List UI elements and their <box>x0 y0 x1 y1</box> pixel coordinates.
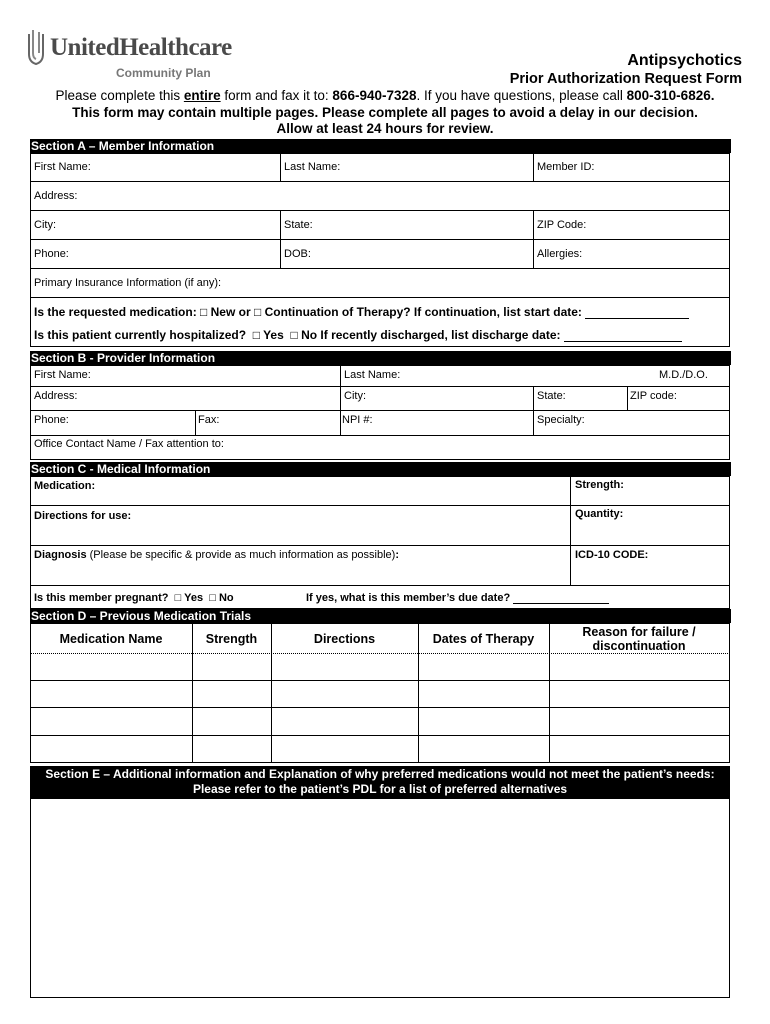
provider-city-field[interactable]: City: <box>344 390 366 402</box>
member-last-name-field[interactable]: Last Name: <box>284 161 341 173</box>
member-id-field[interactable]: Member ID: <box>537 161 595 173</box>
member-first-name-field[interactable]: First Name: <box>34 161 91 173</box>
quantity-field[interactable]: Quantity: <box>575 508 624 520</box>
due-date-question: If yes, what is this member’s due date? <box>306 592 609 604</box>
provider-specialty-field[interactable]: Specialty: <box>537 414 585 426</box>
primary-insurance-field[interactable]: Primary Insurance Information (if any): <box>34 277 222 289</box>
col-dates-of-therapy: Dates of Therapy <box>432 632 535 646</box>
col-reason-for-failure: Reason for failure / discontinuation <box>582 625 696 653</box>
directions-field[interactable]: Directions for use: <box>34 510 132 522</box>
member-dob-field[interactable]: DOB: <box>284 248 311 260</box>
section-b-header: Section B - Provider Information <box>30 351 731 365</box>
discharge-date-blank[interactable] <box>564 341 682 342</box>
hospitalized-yes-checkbox[interactable]: □ <box>252 328 260 342</box>
unitedhealthcare-logo-icon <box>26 28 46 66</box>
pregnant-no-checkbox[interactable]: □ <box>209 592 216 604</box>
diagnosis-field[interactable]: Diagnosis (Please be specific & provide as much information as possible): <box>34 549 400 561</box>
provider-last-name-field[interactable]: Last Name: <box>344 369 401 381</box>
table-row[interactable] <box>31 681 729 707</box>
form-subtitle: Prior Authorization Request Form <box>509 71 742 87</box>
medication-field[interactable]: Medication: <box>34 480 96 492</box>
member-address-field[interactable]: Address: <box>34 190 78 202</box>
hospitalized-question: Is this patient currently hospitalized? □ Yes □ No If recently discharged, list discharge date: <box>34 328 682 342</box>
provider-address-field[interactable]: Address: <box>34 390 78 402</box>
provider-zip-field[interactable]: ZIP code: <box>630 390 677 402</box>
brand-name: UnitedHealthcare <box>50 34 232 61</box>
member-city-field[interactable]: City: <box>34 219 56 231</box>
table-row[interactable] <box>31 736 729 762</box>
section-e-header: Section E – Additional information and Explanation of why preferred medications would not meet the patient’s needs: Please refer to the patient’s PDL for a list of preferred alternatives <box>30 766 730 798</box>
additional-information-area[interactable] <box>30 798 730 998</box>
strength-field[interactable]: Strength: <box>575 479 624 491</box>
start-date-blank[interactable] <box>585 318 689 319</box>
due-date-blank[interactable] <box>513 603 609 604</box>
col-medication-name: Medication Name <box>59 632 163 646</box>
member-state-field[interactable]: State: <box>284 219 313 231</box>
col-directions: Directions <box>313 632 376 646</box>
section-d-header: Section D – Previous Medication Trials <box>30 609 731 623</box>
instructions-line-2: This form may contain multiple pages. Please complete all pages to avoid a delay in our decision. <box>72 105 698 120</box>
member-zip-field[interactable]: ZIP Code: <box>537 219 587 231</box>
col-strength: Strength <box>205 632 258 646</box>
icd10-field[interactable]: ICD-10 CODE: <box>575 549 649 561</box>
continuation-checkbox[interactable]: □ <box>254 305 262 319</box>
table-row[interactable] <box>31 708 729 735</box>
section-c-header: Section C - Medical Information <box>30 462 731 476</box>
section-c-box <box>30 476 730 609</box>
instructions-line-1: Please complete this entire form and fax it to: 866-940-7328. If you have questions, please call 800-310-6826. <box>55 88 715 103</box>
pregnant-yes-checkbox[interactable]: □ <box>174 592 182 604</box>
provider-state-field[interactable]: State: <box>537 390 566 402</box>
new-checkbox[interactable]: □ <box>200 305 208 319</box>
form-title: Antipsychotics <box>627 52 742 69</box>
hospitalized-no-checkbox[interactable]: □ <box>290 328 298 342</box>
brand-sub: Community Plan <box>116 66 211 80</box>
provider-phone-field[interactable]: Phone: <box>34 414 69 426</box>
member-allergies-field[interactable]: Allergies: <box>537 248 583 260</box>
md-do-label: M.D./D.O. <box>659 369 708 381</box>
table-row[interactable] <box>31 654 729 680</box>
office-contact-field[interactable]: Office Contact Name / Fax attention to: <box>34 438 224 450</box>
pregnant-question: Is this member pregnant? □ Yes □ No <box>34 592 234 604</box>
instructions-line-3: Allow at least 24 hours for review. <box>276 121 494 136</box>
member-phone-field[interactable]: Phone: <box>34 248 69 260</box>
section-a-header: Section A – Member Information <box>30 139 731 153</box>
provider-npi-field[interactable]: NPI #: <box>342 414 373 426</box>
medication-status-question: Is the requested medication: □ New or □ Continuation of Therapy? If continuation, list start date: <box>34 305 689 319</box>
provider-fax-field[interactable]: Fax: <box>198 414 220 426</box>
provider-first-name-field[interactable]: First Name: <box>34 369 91 381</box>
